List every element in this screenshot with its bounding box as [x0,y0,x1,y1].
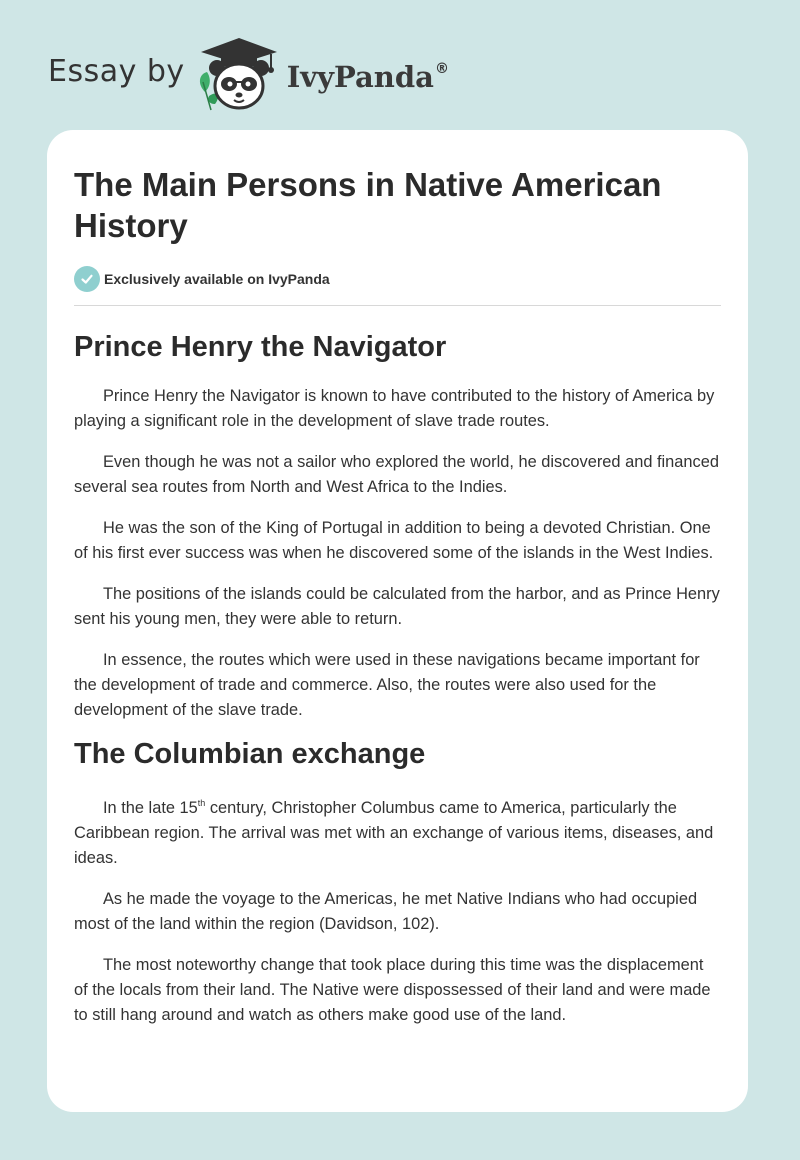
exclusive-label: Exclusively available on IvyPanda [104,271,330,287]
section-prince-henry [74,330,721,723]
panda-logo-icon [191,34,287,114]
paragraph: The most noteworthy change that took place during this time was the displacement of the locals from their land. The Native were dispossessed of their land and were made to still hang around and watch as others make good use of the land. [74,956,711,1024]
exclusive-badge [74,266,721,306]
paragraph: He was the son of the King of Portugal in addition to being a devoted Christian. One of his first ever success was when he discovered some of the islands in the West Indies. [74,519,714,562]
paragraph: As he made the voyage to the Americas, he met Native Indians who had occupied most of the land within the region (Davidson, 102). [74,890,698,933]
essay-card [47,130,748,1112]
section-heading: Prince Henry the Navigator [74,331,447,363]
paragraph: In essence, the routes which were used in these navigations became important for the development of trade and commerce. Also, the routes were also used for the development of the slave trade. [74,651,700,719]
paragraph: In the late 15th century, Christopher Columbus came to America, particularly the Caribbean region. The arrival was met with an exchange of various items, diseases, and ideas. [74,798,714,867]
section-heading: The Columbian exchange [74,738,426,770]
site-header [48,34,548,114]
brand-logo-text: IvyPanda® [286,60,449,94]
paragraph: Prince Henry the Navigator is known to have contributed to the history of America by playing a significant role in the development of slave trade routes. [74,387,715,430]
section-columbian-exchange [74,737,721,1028]
essay-by-label: Essay by [48,53,185,89]
paragraph: The positions of the islands could be calculated from the harbor, and as Prince Henry sent his young men, they were able to return. [74,585,720,628]
essay-title: The Main Persons in Native American History [74,166,662,244]
checkmark-icon [74,266,100,292]
paragraph: Even though he was not a sailor who explored the world, he discovered and financed several sea routes from North and West Africa to the Indies. [74,453,719,496]
